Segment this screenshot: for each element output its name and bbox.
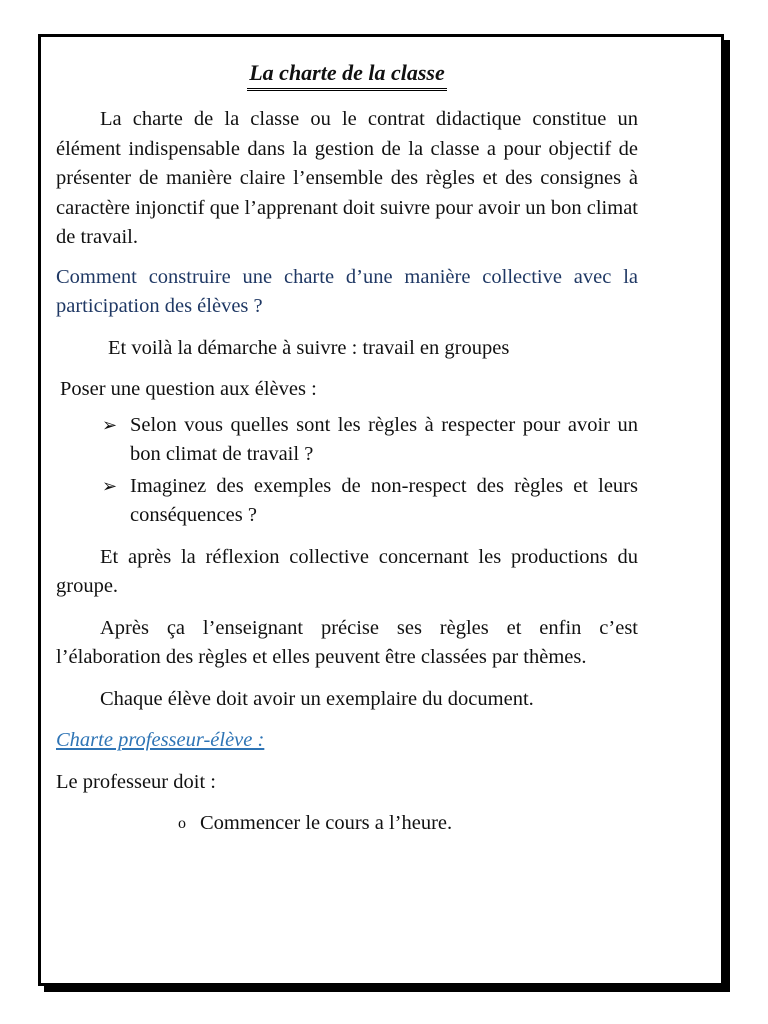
steps-line: Et voilà la démarche à suivre : travail en groupes: [108, 336, 510, 359]
question-bullet-list: [56, 411, 638, 531]
bullet-text: Imaginez des exemples de non-respect des règles et leurs conséquences ?: [130, 474, 638, 526]
list-item: [102, 472, 638, 531]
ask-line: Poser une question aux élèves :: [60, 378, 317, 400]
copy-paragraph: Chaque élève doit avoir un exemplaire du document.: [100, 687, 534, 710]
question-paragraph: Comment construire une charte d’une manière collective avec la participation des élèves ?: [56, 265, 638, 317]
intro-paragraph: La charte de la classe ou le contrat didactique constitue un élément indispensable dans la gestion de la classe a pour objectif de présenter de manière claire l’ensemble des règles et des consignes à caractère injonctif que l’apprenant doit suivre pour avoir un bon climat de travail.: [56, 108, 638, 248]
bullet-text: Selon vous quelles sont les règles à respecter pour avoir un bon climat de travail ?: [130, 413, 638, 465]
reflection-paragraph: Et après la réflexion collective concernant les productions du groupe.: [56, 545, 638, 597]
list-item: [178, 809, 638, 839]
charter-subheading-text: Charte professeur-élève :: [56, 729, 265, 751]
document-title: La charte de la classe: [247, 60, 447, 91]
teacher-paragraph: Après ça l’enseignant précise ses règles et enfin c’est l’élaboration des règles et elles peuvent être classées par thèmes.: [56, 616, 638, 668]
teacher-must-line: Le professeur doit :: [56, 770, 216, 793]
arrow-bullet-icon: ➢: [102, 475, 118, 496]
charter-subheading: [56, 726, 638, 756]
document-body: [56, 60, 638, 839]
teacher-duties-list: [56, 809, 638, 839]
arrow-bullet-icon: ➢: [102, 414, 118, 435]
list-item: [102, 411, 638, 470]
circle-bullet-icon: o: [178, 815, 186, 832]
title-wrap: [56, 60, 638, 91]
duty-text: Commencer le cours a l’heure.: [200, 812, 453, 834]
